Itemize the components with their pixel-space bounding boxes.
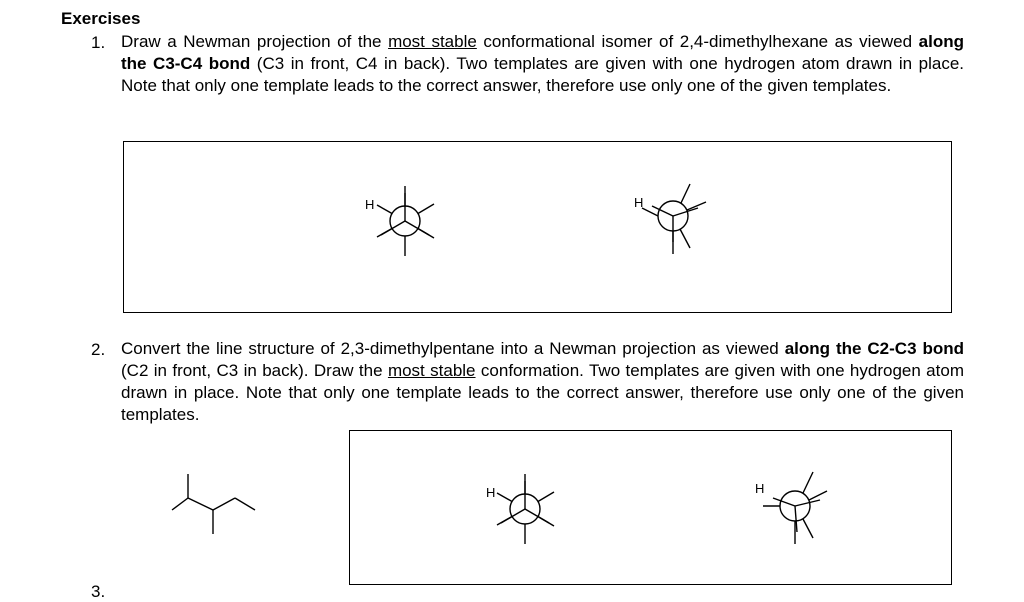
newman-template-1b [620, 176, 720, 266]
question-1-number: 1. [91, 33, 106, 52]
question-1-text: Draw a Newman projection of the most stable conformational isomer of 2,4-dimethylhexane as viewed along the C3-C4 bond (C3 in front, C4 in back). Two templates are given with one hydrogen atom drawn in place. Note that only one template leads to the correct answer, therefore use only one of the given templates. [121, 32, 965, 95]
question-2-text: Convert the line structure of 2,3-dimethylpentane into a Newman projection as viewed along the C2-C3 bond (C2 in front, C3 in back). Draw the most stable conformation. Two templates are given with one hydrogen atom drawn in place. Note that only one template leads to the correct answer, therefore use only one of the given templates. [121, 339, 964, 424]
section-heading: Exercises [61, 9, 141, 28]
question-3-number: 3. [91, 582, 106, 601]
template-hydrogen-label: H [634, 195, 644, 210]
newman-template-2a [477, 466, 577, 556]
template-hydrogen-label: H [365, 197, 375, 212]
emphasis-bond: along the C3-C4 bond [121, 32, 964, 73]
line-structure-2-3-dimethylpentane [165, 470, 265, 540]
emphasis-most-stable: most stable [388, 32, 477, 51]
answer-box-2[interactable] [349, 430, 952, 585]
template-hydrogen-label: H [486, 485, 496, 500]
emphasis-bond: along the C2-C3 bond [784, 339, 964, 358]
newman-template-1a [355, 178, 455, 268]
template-hydrogen-label: H [755, 481, 765, 496]
question-2-number: 2. [91, 340, 106, 359]
newman-template-2b [745, 466, 845, 556]
emphasis-most-stable: most stable [387, 361, 476, 380]
answer-box-1[interactable] [123, 141, 952, 313]
